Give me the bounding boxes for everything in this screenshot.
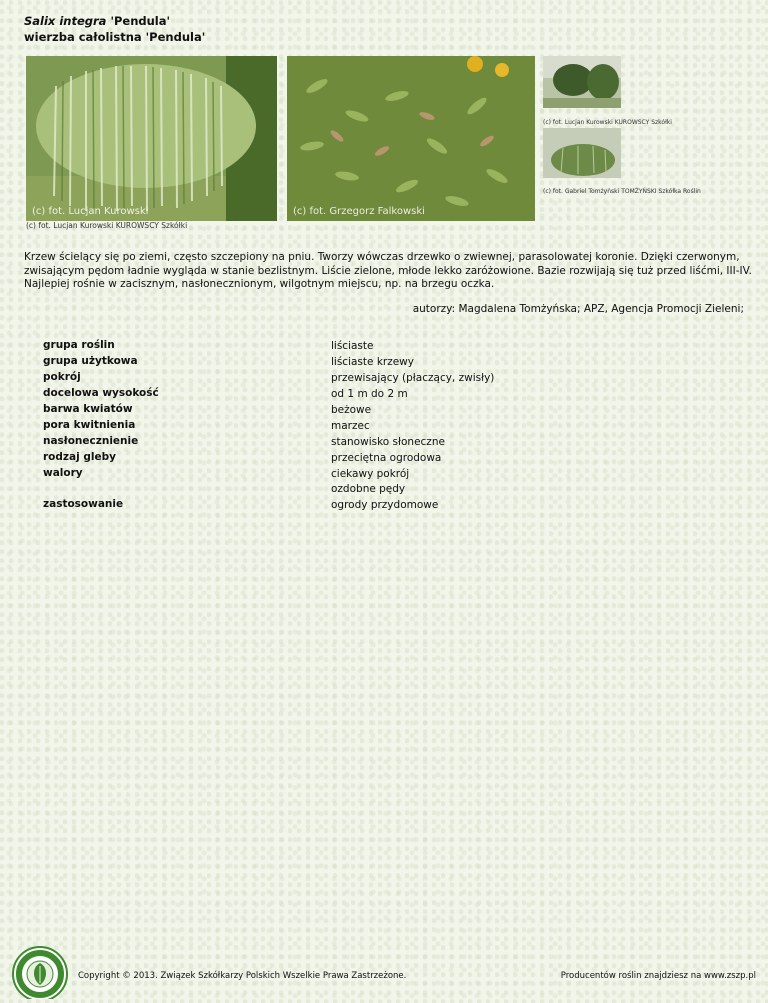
- property-value: marzec: [331, 420, 370, 432]
- second-photo[interactable]: [287, 56, 535, 221]
- association-logo[interactable]: [6, 941, 70, 999]
- main-photo-caption: (c) fot. Lucjan Kurowski KUROWSCY Szkółki: [26, 221, 188, 230]
- property-row: [43, 498, 494, 513]
- property-row: [43, 403, 494, 418]
- property-row: [43, 387, 494, 402]
- property-value: przeciętna ogrodowa: [331, 452, 442, 464]
- thumbnail-1-caption: (c) fot. Lucjan Kurowski KUROWSCY Szkółki: [543, 119, 672, 126]
- thumbnail-2-caption: (c) fot. Gabriel Tomżyński TOMŻYŃSKI Szkółka Roślin: [543, 188, 701, 195]
- property-value: ozdobne pędy: [331, 483, 406, 495]
- authors-line: autorzy: Magdalena Tomżyńska; APZ, Agencja Promocji Zieleni;: [412, 303, 744, 315]
- property-key: grupa roślin: [43, 339, 115, 351]
- property-row: [43, 435, 494, 450]
- property-key: pokrój: [43, 371, 81, 383]
- second-photo-watermark: (c) fot. Grzegorz Falkowski: [293, 206, 425, 217]
- property-row: [43, 451, 494, 466]
- property-value: liściaste krzewy: [331, 356, 414, 368]
- property-key: rodzaj gleby: [43, 451, 116, 463]
- producers-link[interactable]: Producentów roślin znajdziesz na www.zszp.pl: [560, 971, 756, 981]
- cultivar-name: 'Pendula': [110, 14, 171, 28]
- polish-name: wierzba całolistna 'Pendula': [24, 30, 206, 44]
- property-value: ciekawy pokrój: [331, 468, 410, 480]
- property-row: [43, 467, 494, 497]
- property-value: beżowe: [331, 404, 372, 416]
- property-row: [43, 355, 494, 370]
- property-value: przewisający (płaczący, zwisły): [331, 372, 495, 384]
- properties-table: [43, 339, 494, 513]
- page-title: [24, 13, 205, 45]
- main-photo[interactable]: [26, 56, 277, 221]
- property-key: barwa kwiatów: [43, 403, 133, 415]
- property-key: nasłonecznienie: [43, 435, 139, 447]
- thumbnail-photo-2[interactable]: [543, 128, 621, 178]
- property-key: grupa użytkowa: [43, 355, 138, 367]
- property-key: docelowa wysokość: [43, 387, 159, 399]
- property-value: od 1 m do 2 m: [331, 388, 408, 400]
- property-value: stanowisko słoneczne: [331, 436, 445, 448]
- main-photo-watermark: (c) fot. Lucjan Kurowski: [32, 206, 149, 217]
- property-key: zastosowanie: [43, 498, 124, 510]
- thumbnail-photo-1[interactable]: [543, 56, 621, 108]
- property-key: pora kwitnienia: [43, 419, 136, 431]
- plant-description: Krzew ścielący się po ziemi, często szczepiony na pniu. Tworzy wówczas drzewko o zwiewnej, parasolowatej koronie. Dzięki czerwonym, zwisającym pędom ładnie wygląda w stanie bezlistnym. Liście zielone, młode lekko zaróżowione. Bazie rozwijają się tuż przed liśćmi, III-IV. Najlepiej rośnie w zacisznym, nasłonecznionym, wilgotnym miejscu, np. na brzegu oczka.: [24, 251, 752, 290]
- property-value: liściaste: [331, 340, 374, 352]
- latin-name: Salix integra: [24, 14, 107, 28]
- property-row: [43, 339, 494, 354]
- property-row: [43, 371, 494, 386]
- copyright-text: Copyright © 2013. Związek Szkółkarzy Polskich Wszelkie Prawa Zastrzeżone.: [78, 971, 407, 981]
- property-key: walory: [43, 467, 83, 479]
- property-value: ogrody przydomowe: [331, 499, 439, 511]
- property-row: [43, 419, 494, 434]
